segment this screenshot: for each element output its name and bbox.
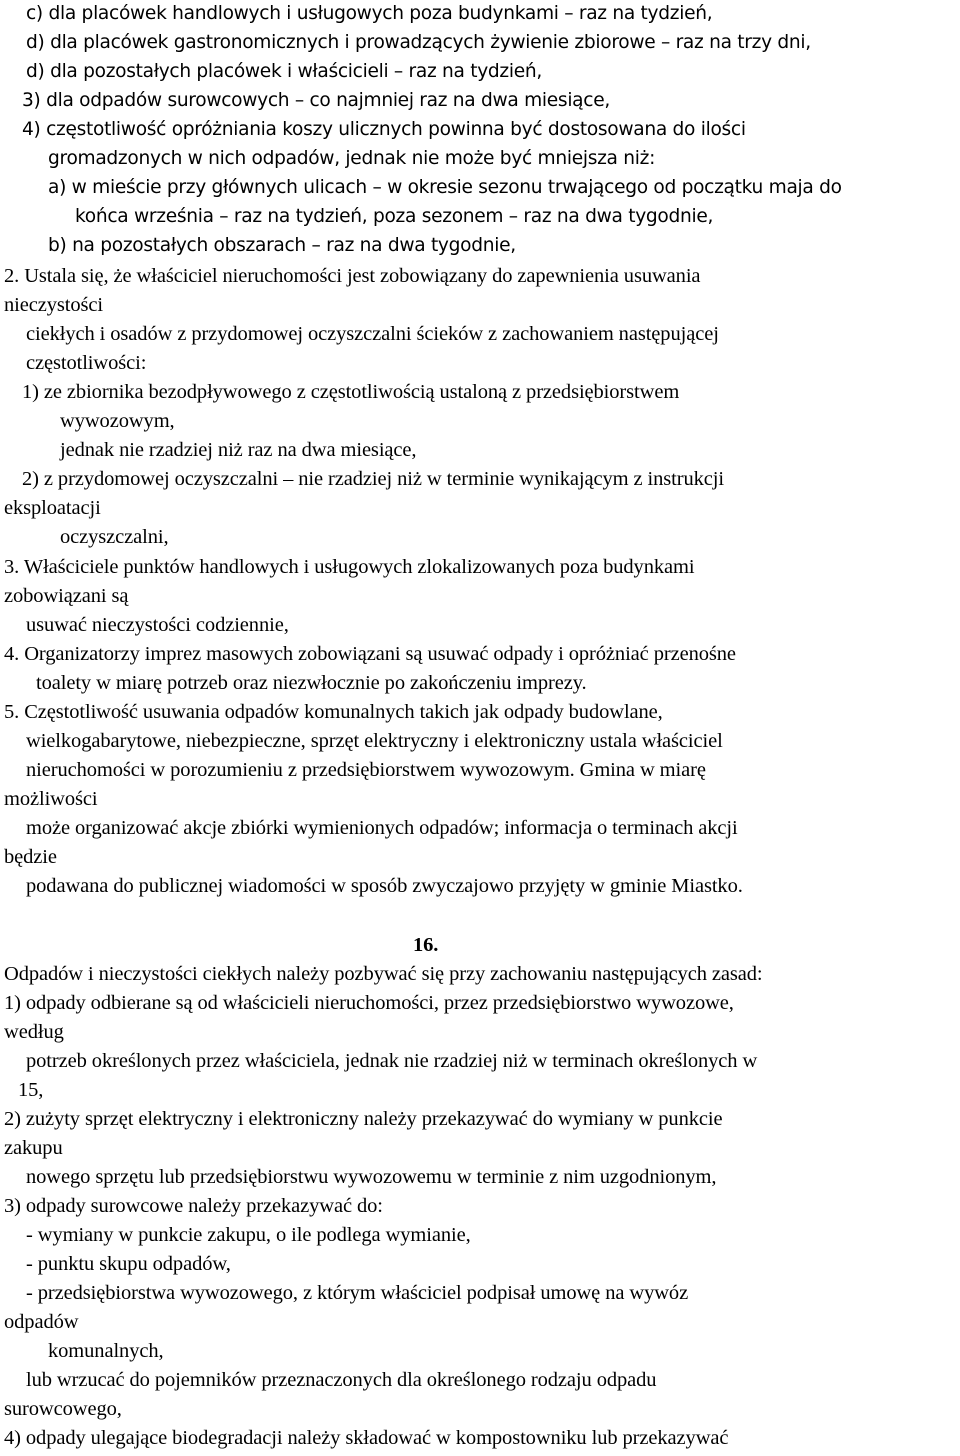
text-line: podawana do publicznej wiadomości w sposób zwyczajowo przyjęty w gminie Miastko. xyxy=(26,875,743,897)
text-line: wywozowym, xyxy=(60,410,175,432)
text-line: 4) częstotliwość opróżniania koszy ulicznych powinna być dostosowana do ilości xyxy=(22,119,746,140)
text-line: - punktu skupu odpadów, xyxy=(26,1253,231,1275)
text-line: usuwać nieczystości codziennie, xyxy=(26,614,289,636)
text-line: lub wrzucać do pojemników przeznaczonych dla określonego rodzaju odpadu xyxy=(26,1369,657,1391)
text-line: 2) zużyty sprzęt elektryczny i elektroniczny należy przekazywać do wymiany w punkcie xyxy=(4,1108,723,1130)
text-line: oczyszczalni, xyxy=(60,526,169,548)
text-line: - wymiany w punkcie zakupu, o ile podlega wymianie, xyxy=(26,1224,471,1246)
text-line: potrzeb określonych przez właściciela, jednak nie rzadziej niż w terminach określonych w xyxy=(26,1050,758,1072)
text-line: 2. Ustala się, że właściciel nieruchomości jest zobowiązany do zapewnienia usuwania xyxy=(4,265,701,287)
text-line: według xyxy=(4,1021,64,1043)
text-line: nieruchomości w porozumieniu z przedsiębiorstwem wywozowym. Gmina w miarę xyxy=(26,759,706,781)
text-line: 15, xyxy=(18,1079,44,1101)
text-line: ciekłych i osadów z przydomowej oczyszczalni ścieków z zachowaniem następującej xyxy=(26,323,719,345)
text-line: możliwości xyxy=(4,788,98,810)
text-line: surowcowego, xyxy=(4,1398,122,1420)
text-line: 1) odpady odbierane są od właścicieli nieruchomości, przez przedsiębiorstwo wywozowe, xyxy=(4,992,734,1014)
text-line: nieczystości xyxy=(4,294,103,316)
text-line: 4. Organizatorzy imprez masowych zobowiązani są usuwać odpady i opróżniać przenośne xyxy=(4,643,736,665)
text-line: c) dla placówek handlowych i usługowych poza budynkami – raz na tydzień, xyxy=(26,3,713,24)
text-line: eksploatacji xyxy=(4,497,101,519)
text-line: komunalnych, xyxy=(48,1340,164,1362)
text-line: częstotliwości: xyxy=(26,352,147,374)
text-line: 1) ze zbiornika bezodpływowego z częstotliwością ustaloną z przedsiębiorstwem xyxy=(22,381,680,403)
text-line: toalety w miarę potrzeb oraz niezwłocznie po zakończeniu imprezy. xyxy=(36,672,587,694)
text-line: Odpadów i nieczystości ciekłych należy pozbywać się przy zachowaniu następujących zasad: xyxy=(4,963,763,985)
text-line: końca września – raz na tydzień, poza sezonem – raz na dwa tygodnie, xyxy=(75,206,714,227)
text-line: zakupu xyxy=(4,1137,63,1159)
text-line: a) w mieście przy głównych ulicach – w okresie sezonu trwającego od początku maja do xyxy=(48,177,842,198)
text-line: 3) dla odpadów surowcowych – co najmniej raz na dwa miesiące, xyxy=(22,90,610,111)
text-line: 3) odpady surowcowe należy przekazywać do: xyxy=(4,1195,383,1217)
text-line: będzie xyxy=(4,846,57,868)
text-line: zobowiązani są xyxy=(4,585,129,607)
text-line: 5. Częstotliwość usuwania odpadów komunalnych takich jak odpady budowlane, xyxy=(4,701,663,723)
text-line: d) dla placówek gastronomicznych i prowadzących żywienie zbiorowe – raz na trzy dni, xyxy=(26,32,811,53)
text-line: 4) odpady ulegające biodegradacji należy składować w kompostowniku lub przekazywać xyxy=(4,1427,729,1449)
text-line: wielkogabarytowe, niebezpieczne, sprzęt elektryczny i elektroniczny ustala właściciel xyxy=(26,730,723,752)
text-line: nowego sprzętu lub przedsiębiorstwu wywozowemu w terminie z nim uzgodnionym, xyxy=(26,1166,717,1188)
text-line: 2) z przydomowej oczyszczalni – nie rzadziej niż w terminie wynikającym z instrukcji xyxy=(22,468,724,490)
text-line: jednak nie rzadziej niż raz na dwa miesiące, xyxy=(60,439,417,461)
text-line: d) dla pozostałych placówek i właścicieli – raz na tydzień, xyxy=(26,61,542,82)
text-line: 3. Właściciele punktów handlowych i usługowych zlokalizowanych poza budynkami xyxy=(4,556,695,578)
text-line: - przedsiębiorstwa wywozowego, z którym właściciel podpisał umowę na wywóz xyxy=(26,1282,689,1304)
text-line: odpadów xyxy=(4,1311,79,1333)
section-heading: 16. xyxy=(413,934,439,956)
text-line: b) na pozostałych obszarach – raz na dwa tygodnie, xyxy=(48,235,516,256)
text-line: może organizować akcje zbiórki wymienionych odpadów; informacja o terminach akcji xyxy=(26,817,738,839)
text-line: gromadzonych w nich odpadów, jednak nie może być mniejsza niż: xyxy=(48,148,656,169)
